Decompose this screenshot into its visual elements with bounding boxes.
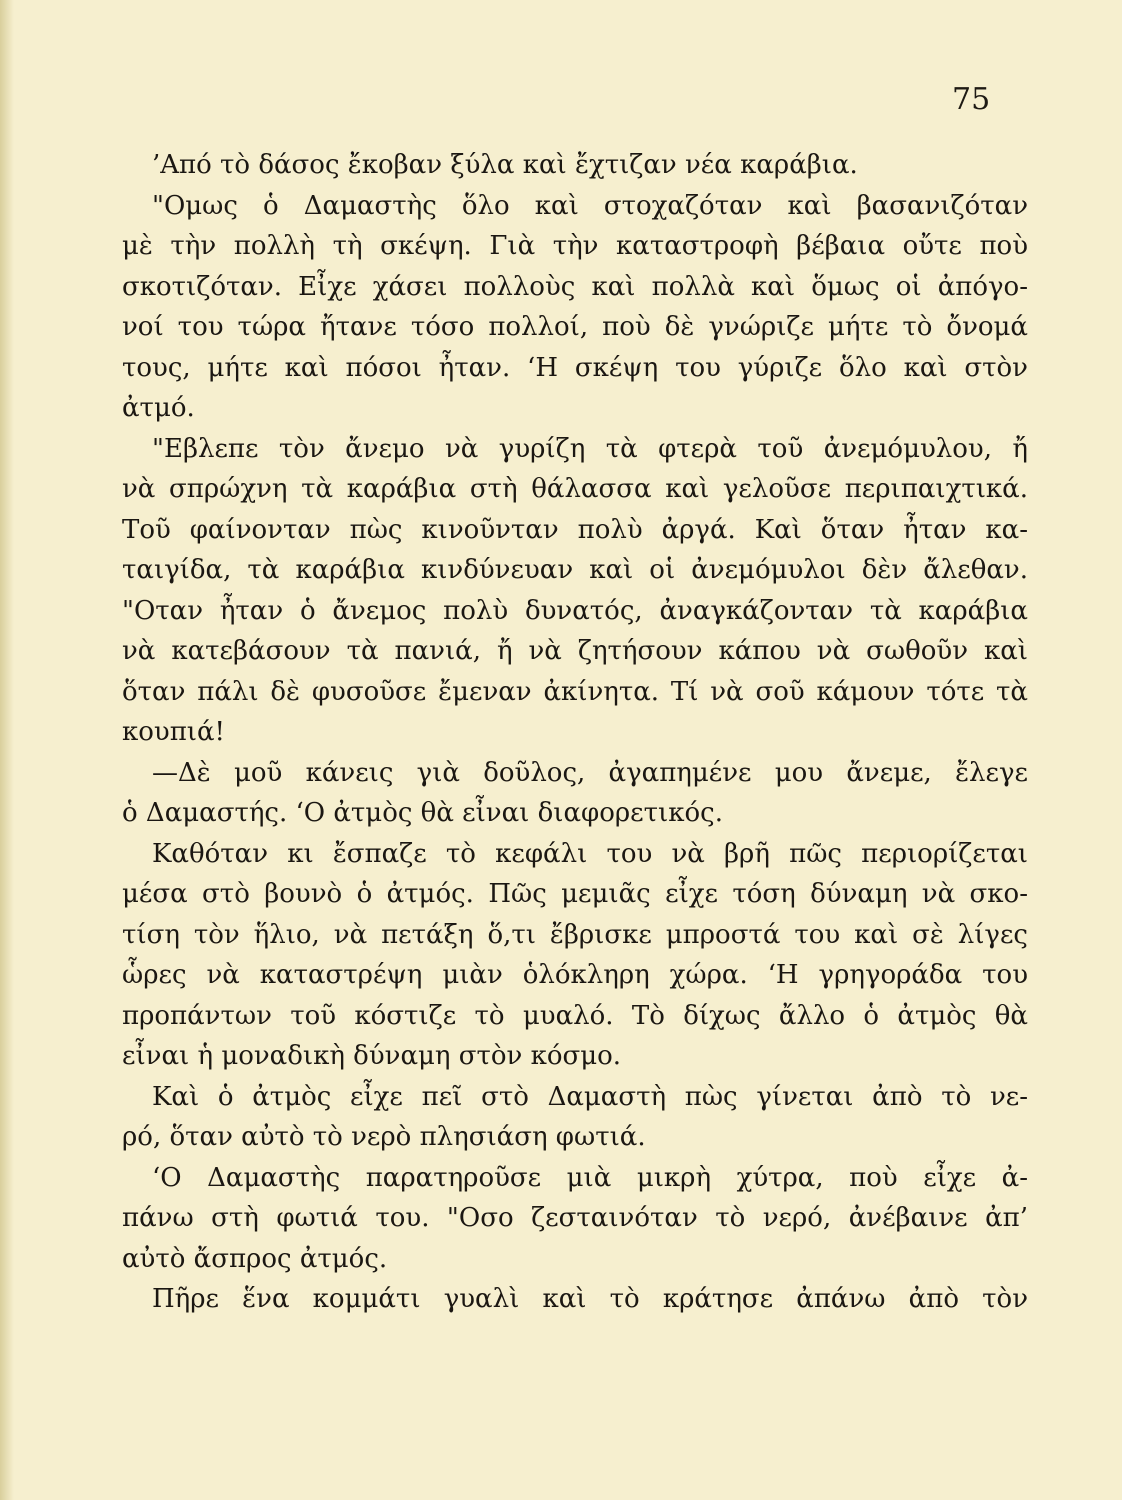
text-line: Πῆρε ἕνα κομμάτι γυαλὶ καὶ τὸ κράτησε ἀπάνω ἀπὸ τὸν — [152, 1284, 1028, 1314]
text-line: κουπιά! — [122, 717, 225, 747]
page-number: 75 — [952, 82, 991, 117]
text-line: Καθόταν κι ἔσπαζε τὸ κεφάλι του νὰ βρῆ πῶς περιορίζεται — [152, 838, 1028, 869]
text-line: νὰ σπρώχνη τὰ καράβια στὴ θάλασσα καὶ γελοῦσε περιπαιχτικά. — [122, 474, 1028, 504]
text-line: ρό, ὅταν αὐτὸ τὸ νερὸ πλησιάση φωτιά. — [122, 1122, 646, 1152]
text-line: ὧρες νὰ καταστρέψη μιὰν ὁλόκληρη χώρα. ‘Η γρηγοράδα του — [122, 960, 1028, 990]
text-line: ‘Ο Δαμαστὴς παρατηροῦσε μιὰ μικρὴ χύτρα, ποὺ εἶχε ἀ- — [152, 1162, 1028, 1193]
text-line: αὐτὸ ἄσπρος ἀτμός. — [122, 1243, 388, 1274]
text-line: Καὶ ὁ ἀτμὸς εἶχε πεῖ στὸ Δαμαστὴ πὼς γίνεται ἀπὸ τὸ νε- — [152, 1081, 1028, 1112]
text-line: —Δὲ μοῦ κάνεις γιὰ δοῦλος, ἀγαπημένε μου ἄνεμε, ἔλεγε — [152, 757, 1028, 788]
text-line: ἀτμό. — [122, 393, 195, 423]
text-line: "Οταν ἦταν ὁ ἄνεμος πολὺ δυνατός, ἀναγκάζονταν τὰ καράβια — [122, 595, 1028, 626]
body-text — [122, 145, 1028, 1320]
text-line: "Εβλεπε τὸν ἄνεμο νὰ γυρίζη τὰ φτερὰ τοῦ ἀνεμόμυλου, ἤ — [152, 433, 1028, 464]
text-line: πάνω στὴ φωτιά του. "Οσο ζεσταινόταν τὸ νερό, ἀνέβαινε ἀπ’ — [122, 1203, 1028, 1233]
text-line: εἶναι ἡ μοναδικὴ δύναμη στὸν κόσμο. — [122, 1041, 622, 1071]
text-line: προπάντων τοῦ κόστιζε τὸ μυαλό. Τὸ δίχως ἄλλο ὁ ἀτμὸς θὰ — [122, 1000, 1028, 1031]
text-line: νὰ κατεβάσουν τὰ πανιά, ἤ νὰ ζητήσουν κάπου νὰ σωθοῦν καὶ — [122, 636, 1028, 666]
text-line: νοί του τώρα ἤτανε τόσο πολλοί, ποὺ δὲ γνώριζε μήτε τὸ ὄνομά — [122, 312, 1028, 342]
text-line: μὲ τὴν πολλὴ τὴ σκέψη. Γιὰ τὴν καταστροφὴ βέβαια οὔτε ποὺ — [122, 231, 1028, 261]
text-line: τους, μήτε καὶ πόσοι ἦταν. ‘Η σκέψη του γύριζε ὅλο καὶ στὸν — [122, 352, 1028, 383]
text-line: Τοῦ φαίνονταν πὼς κινοῦνταν πολὺ ἀργά. Καὶ ὅταν ἦταν κα- — [122, 514, 1028, 545]
text-line: μέσα στὸ βουνὸ ὁ ἀτμός. Πῶς μεμιᾶς εἶχε τόση δύναμη νὰ σκο- — [122, 879, 1028, 909]
text-line: τίση τὸν ἥλιο, νὰ πετάξη ὅ,τι ἔβρισκε μπροστά του καὶ σὲ λίγες — [122, 919, 1028, 950]
text-line: σκοτιζόταν. Εἶχε χάσει πολλοὺς καὶ πολλὰ καὶ ὅμως οἱ ἀπόγο- — [122, 271, 1028, 302]
text-line: ’Από τὸ δάσος ἔκοβαν ξύλα καὶ ἔχτιζαν νέα καράβια. — [152, 150, 858, 180]
text-line: ὁ Δαμαστής. ‘Ο ἀτμὸς θὰ εἶναι διαφορετικός. — [122, 798, 723, 828]
text-line: "Ομως ὁ Δαμαστὴς ὅλο καὶ στοχαζόταν καὶ βασανιζόταν — [152, 190, 1028, 221]
text-line: ταιγίδα, τὰ καράβια κινδύνευαν καὶ οἱ ἀνεμόμυλοι δὲν ἄλεθαν. — [122, 555, 1028, 585]
text-line: ὅταν πάλι δὲ φυσοῦσε ἔμεναν ἀκίνητα. Τί νὰ σοῦ κάμουν τότε τὰ — [122, 676, 1028, 707]
